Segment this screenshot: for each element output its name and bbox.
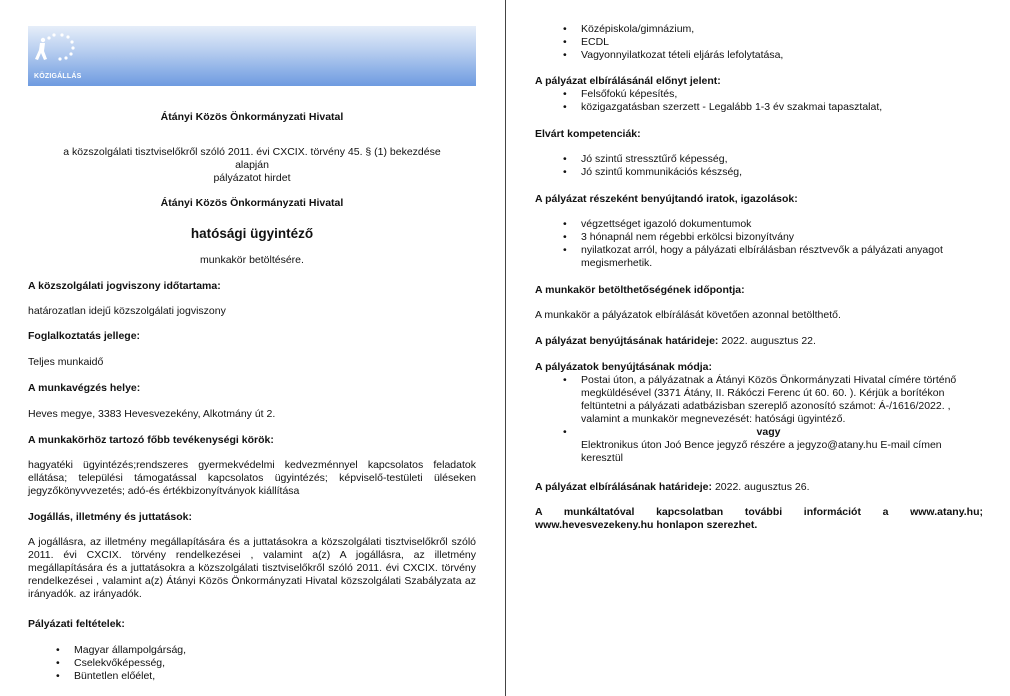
list-item: • Jó szintű stressztűrő képesség, <box>581 153 981 166</box>
section-heading-advantages: A pályázat elbírálásánál előnyt jelent: <box>535 75 721 87</box>
list-item: • Vagyonnyilatkozat tételi eljárás lefolytatása, <box>581 49 981 62</box>
section-heading-competencies: Elvárt kompetenciák: <box>535 128 641 140</box>
further-information: A munkáltatóval kapcsolatban további információt a www.atany.hu; www.hevesvezekeny.hu honlapon szerezhet. <box>535 506 983 531</box>
section-text-start-date: A munkakör a pályázatok elbírálását követően azonnal betölthető. <box>535 309 841 321</box>
submission-deadline-label: A pályázat benyújtásának határideje: <box>535 335 719 347</box>
section-text-workplace: Heves megye, 3383 Hevesvezekény, Alkotmány út 2. <box>28 408 276 420</box>
section-heading-documents: A pályázat részeként benyújtandó iratok, igazolások: <box>535 193 798 205</box>
section-text-duration: határozatlan idejű közszolgálati jogviszony <box>28 305 226 317</box>
competencies-list <box>581 153 981 179</box>
section-heading-start-date: A munkakör betölthetőségének időpontja: <box>535 284 745 296</box>
list-item: • Magyar állampolgárság, <box>74 644 474 657</box>
section-heading-workplace: A munkavégzés helye: <box>28 382 141 394</box>
documents-list <box>581 218 987 270</box>
list-item: • Büntetlen előélet, <box>74 670 474 683</box>
list-item: • 3 hónapnál nem régebbi erkölcsi bizonyítvány <box>581 231 987 244</box>
section-heading-duration: A közszolgálati jogviszony időtartama: <box>28 280 221 292</box>
section-heading-employment-type: Foglalkoztatás jellege: <box>28 330 141 342</box>
evaluation-deadline-value: 2022. augusztus 26. <box>712 481 810 493</box>
submission-deadline <box>535 335 816 348</box>
requirements-list-continued <box>581 23 981 62</box>
section-text-employment-type: Teljes munkaidő <box>28 356 104 368</box>
list-item: • ECDL <box>581 36 981 49</box>
list-item: • Jó szintű kommunikációs készség, <box>581 166 981 179</box>
section-heading-submission-method: A pályázatok benyújtásának módja: <box>535 361 712 373</box>
position-filling: munkakör betöltésére. <box>200 254 304 266</box>
list-item: • Postai úton, a pályázatnak a Átányi Közös Önkormányzati Hivatal címére történő megküldésével (3371 Átány, II. Rákóczi Ferenc út 60. 60. ). Kérjük a borítékon feltüntetni a pályázati adatbázisban szereplő azonosító számot: Á-/1616/2022. , valamint a munkakör megnevezését: hatósági ügyintéző. <box>581 374 973 426</box>
legal-basis-line1: a közszolgálati tisztviselőkről szóló 2011. évi CXCIX. törvény 45. § (1) bekezdése <box>63 146 441 158</box>
organization-title: Átányi Közös Önkormányzati Hivatal <box>160 111 344 123</box>
kozigallas-banner <box>28 26 476 86</box>
position-title: hatósági ügyintéző <box>190 226 314 241</box>
list-item: • Középiskola/gimnázium, <box>581 23 981 36</box>
kozigallas-logo-icon <box>32 29 80 69</box>
section-text-legal-status: A jogállásra, az illetmény megállapítására és a juttatásokra a közszolgálati tisztviselőkről szóló 2011. évi CXCIX. törvény rendelkezései , valamint a(z) A jogállásra, az illetmény megállapítására és a juttatásokra a közszolgálati tisztviselőkről szóló 2011. évi CXCIX. törvény rendelkezései , valamint a(z) Átányi Közös Önkormányzati Hivatal közszolgálati Szabályzata az irányadók. az irányadók. <box>28 536 476 600</box>
section-heading-activities: A munkakörhöz tartozó főbb tevékenységi körök: <box>28 434 274 446</box>
submission-methods-list <box>581 374 973 465</box>
legal-basis-line2: alapján <box>235 159 269 171</box>
announcement: pályázatot hirdet <box>213 172 291 184</box>
requirements-list <box>74 644 474 683</box>
list-item: • Cselekvőképesség, <box>74 657 474 670</box>
list-item-text: Elektronikus úton Joó Bence jegyző részére a jegyzo@atany.hu E-mail címen keresztül <box>581 439 942 464</box>
list-item: • nyilatkozat arról, hogy a pályázati elbírálásban résztvevők a pályázati anyagot megismerhetik. <box>581 244 987 270</box>
section-heading-legal-status: Jogállás, illetmény és juttatások: <box>28 511 192 523</box>
list-item: • Felsőfokú képesítés, <box>581 88 981 101</box>
organization-title-2: Átányi Közös Önkormányzati Hivatal <box>160 197 344 209</box>
banner-label: KÖZIGÁLLÁS <box>34 73 82 80</box>
right-column <box>507 0 1010 696</box>
method-or-separator: vagy <box>756 426 781 438</box>
evaluation-deadline <box>535 481 810 494</box>
advantages-list <box>581 88 981 114</box>
section-heading-requirements: Pályázati feltételek: <box>28 618 125 630</box>
evaluation-deadline-label: A pályázat elbírálásának határideje: <box>535 481 713 493</box>
list-item: • végzettséget igazoló dokumentumok <box>581 218 987 231</box>
submission-deadline-value: 2022. augusztus 22. <box>718 335 816 347</box>
column-divider <box>505 0 506 696</box>
section-text-activities: hagyatéki ügyintézés;rendszeres gyermekvédelmi kedvezménnyel kapcsolatos feladatok ellátása; települési támogatással kapcsolatos ügyintézés; képviselő-testületi üléseken jegyzőkönyvvezetés; adó-és értékbizonyítványok kiállítása <box>28 459 476 497</box>
list-item: • közigazgatásban szerzett - Legalább 1-3 év szakmai tapasztalat, <box>581 101 981 114</box>
